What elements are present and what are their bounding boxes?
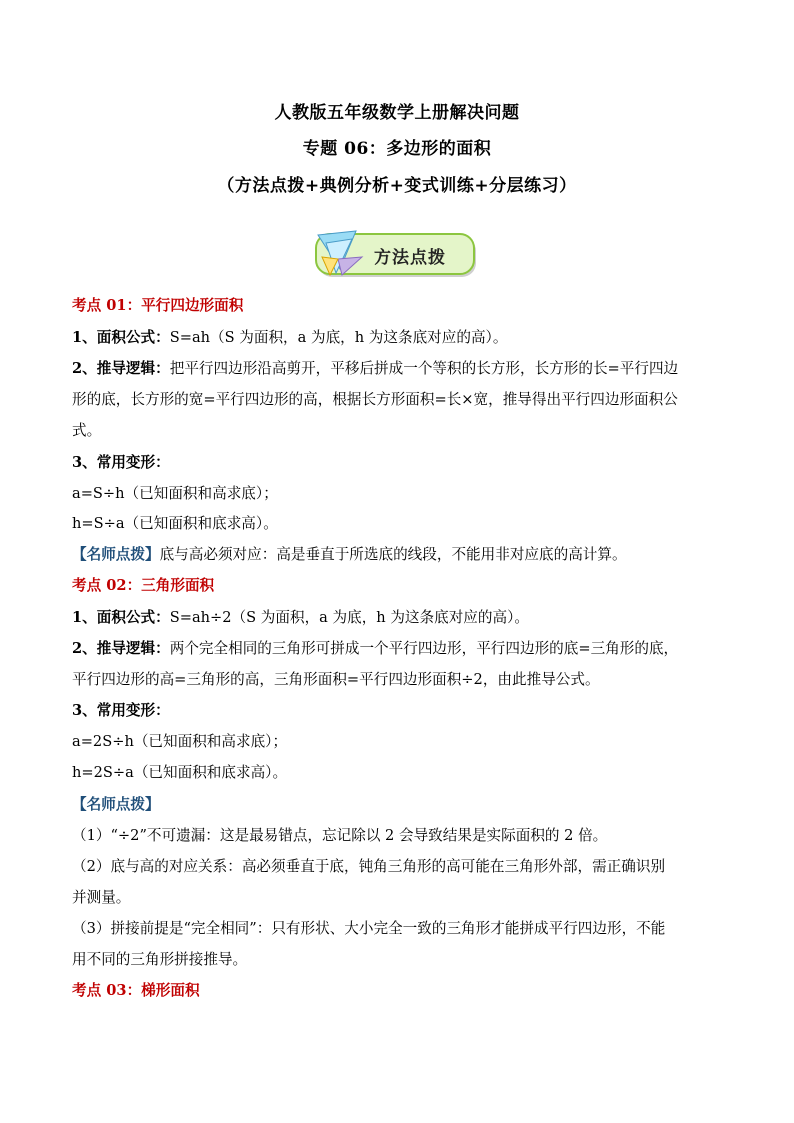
k2-var-1: a=2S÷h（已知面积和高求底）；: [72, 733, 288, 750]
k2-tip-2b: 并测量。: [72, 889, 131, 906]
k1-var-label: 3、常用变形：: [72, 454, 170, 471]
k1-derive-label: 2、推导逻辑：: [72, 360, 170, 377]
k2-derive-label: 2、推导逻辑：: [72, 640, 170, 657]
k1-formula-label: 1、面积公式：: [72, 329, 170, 346]
k1-tip-label: 【名师点拨】: [72, 546, 160, 563]
doc-subtitle: 专题 06：多边形的面积: [302, 139, 492, 159]
k1-var-1: a=S÷h（已知面积和高求底）；: [72, 485, 278, 502]
k2-var-label: 3、常用变形：: [72, 702, 170, 719]
k1-derive-text-1: 把平行四边形沿高剪开，平移后拼成一个等积的长方形，长方形的长=平行四边: [169, 360, 679, 377]
k1-formula: [72, 326, 507, 347]
k1-derive-2: 形的底，长方形的宽=平行四边形的高，根据长方形面积=长×宽，推导得出平行四边形面积公: [72, 391, 678, 408]
k2-formula-text: S=ah÷2（S 为面积，a 为底，h 为这条底对应的高）。: [169, 609, 529, 626]
k1-tip: [72, 543, 627, 564]
k2-formula-label: 1、面积公式：: [72, 609, 170, 626]
k2-tip-1: （1）“÷2”不可遗漏：这是最易错点，忘记除以 2 会导致结果是实际面积的 2 倍。: [72, 827, 608, 844]
method-badge: [312, 229, 480, 281]
kaodian-02-title: 考点 02：三角形面积: [72, 577, 215, 594]
k1-derive-1: [72, 357, 678, 378]
k2-derive-text-1: 两个完全相同的三角形可拼成一个平行四边形，平行四边形的底=三角形的底，: [169, 640, 679, 657]
k2-tip-2a: （2）底与高的对应关系：高必须垂直于底，钝角三角形的高可能在三角形外部，需正确识别: [72, 858, 666, 875]
k2-tip-label: 【名师点拨】: [72, 796, 160, 813]
k2-derive-1: [72, 637, 678, 658]
k2-formula: [72, 606, 529, 627]
k1-formula-text: S=ah（S 为面积，a 为底，h 为这条底对应的高）。: [169, 329, 508, 346]
k2-tip-3b: 用不同的三角形拼接推导。: [72, 951, 248, 968]
k1-derive-3: 式。: [72, 422, 102, 439]
k1-tip-text: 底与高必须对应：高是垂直于所选底的线段，不能用非对应底的高计算。: [159, 546, 627, 563]
k2-derive-2: 平行四边形的高=三角形的高，三角形面积=平行四边形面积÷2，由此推导公式。: [72, 671, 600, 688]
kaodian-03-title: 考点 03：梯形面积: [72, 982, 200, 999]
kaodian-01-title: 考点 01：平行四边形面积: [72, 297, 244, 314]
k2-tip-3a: （3）拼接前提是“完全相同”：只有形状、大小完全一致的三角形才能拼成平行四边形，不能: [72, 920, 666, 937]
k2-var-2: h=2S÷a（已知面积和底求高）。: [72, 764, 288, 781]
k1-var-2: h=S÷a（已知面积和底求高）。: [72, 515, 278, 532]
doc-subtitle-note: （方法点拨+典例分析+变式训练+分层练习）: [217, 176, 577, 196]
badge-label: 方法点拨: [374, 248, 446, 268]
doc-title: 人教版五年级数学上册解决问题: [274, 103, 520, 123]
